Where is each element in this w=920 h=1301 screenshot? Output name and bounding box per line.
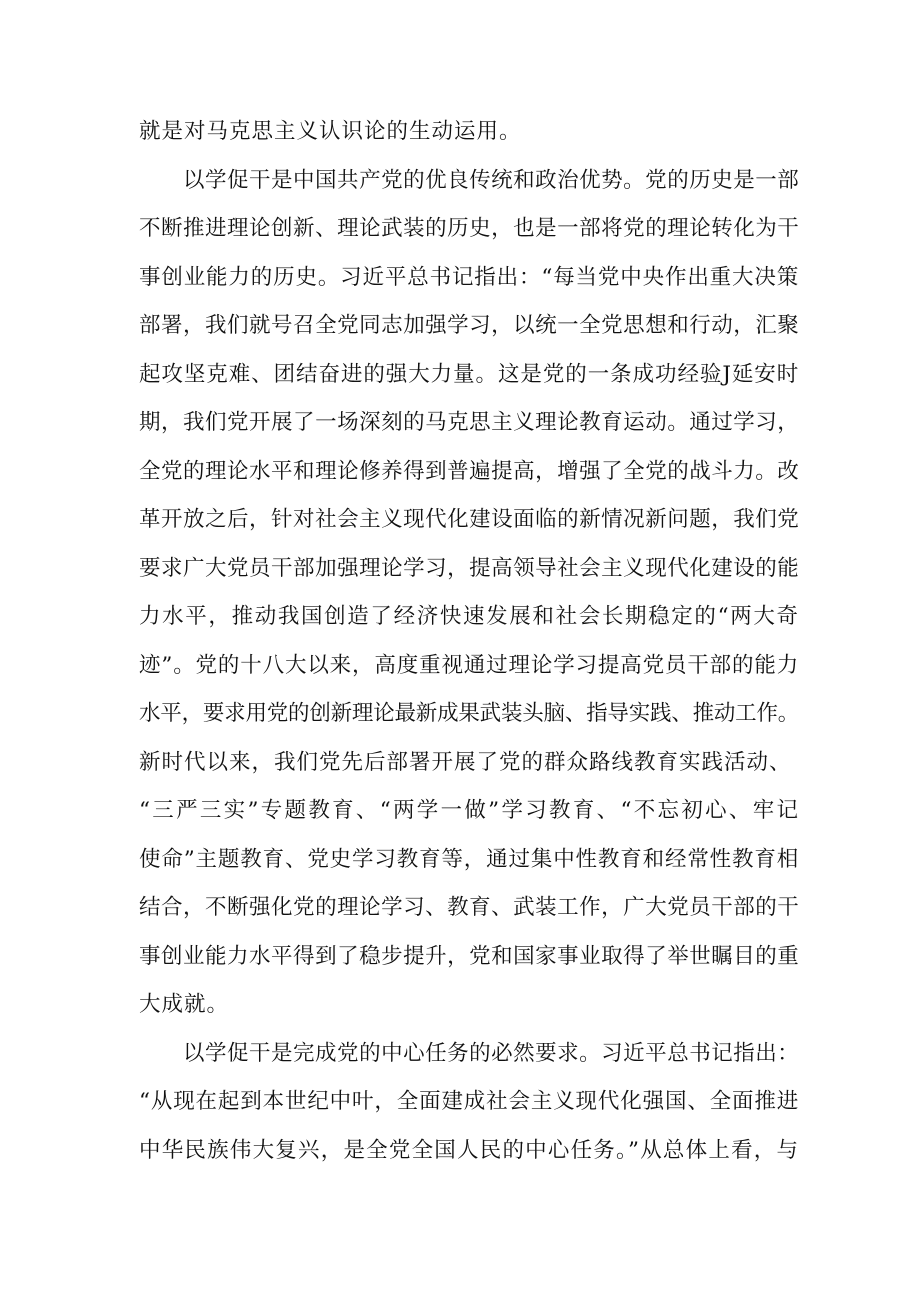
- text-line: 中华民族伟大复兴，是全党全国人民的中心任务。”从总体上看，与: [139, 1137, 799, 1163]
- text-line: 起攻坚克难、团结奋进的强大力量。这是党的一条成功经验J延安时: [139, 361, 799, 387]
- text-line: 部署，我们就号召全党同志加强学习，以统一全党思想和行动，汇聚: [139, 313, 799, 338]
- text-line: 革开放之后，针对社会主义现代化建设面临的新情况新问题，我们党: [139, 507, 799, 532]
- text-line: 以学促干是中国共产党的优良传统和政治优势。党的历史是一部: [183, 167, 799, 193]
- text-line: 事创业能力的历史。习近平总书记指出：“每当党中央作出重大决策: [139, 264, 799, 290]
- paragraph-3: [139, 1030, 799, 1176]
- paragraph-2: [139, 157, 799, 1030]
- text-line: 力水平，推动我国创造了经济快速发展和社会长期稳定的“两大奇: [139, 604, 799, 629]
- text-line: 全党的理论水平和理论修养得到普遍提高，增强了全党的战斗力。改: [139, 458, 799, 484]
- document-body: [139, 108, 799, 1175]
- text-line: 不断推进理论创新、理论武装的历史，也是一部将党的理论转化为干: [139, 216, 799, 241]
- text-line: 使命”主题教育、党史学习教育等，通过集中性教育和经常性教育相: [139, 846, 799, 872]
- text-line: 迹”。党的十八大以来，高度重视通过理论学习提高党员干部的能力: [139, 652, 799, 678]
- text-line: “三严三实”专题教育、“两学一做”学习教育、“不忘初心、牢记: [139, 798, 799, 823]
- text-line: 新时代以来，我们党先后部署开展了党的群众路线教育实践活动、: [139, 749, 792, 775]
- text-line: 结合，不断强化党的理论学习、教育、武装工作，广大党员干部的干: [139, 895, 799, 920]
- text-line: 水平，要求用党的创新理论最新成果武装头脑、指导实践、推动工作。: [139, 701, 799, 726]
- text-line: 期，我们党开展了一场深刻的马克思主义理论教育运动。通过学习，: [139, 410, 799, 435]
- text-line: 要求广大党员干部加强理论学习，提高领导社会主义现代化建设的能: [139, 555, 799, 581]
- text-line: 事创业能力水平得到了稳步提升，党和国家事业取得了举世瞩目的重: [139, 943, 799, 969]
- text-line: 就是对马克思主义认识论的生动运用。: [139, 119, 522, 144]
- text-line: 大成就。: [139, 992, 230, 1017]
- text-line: 以学促干是完成党的中心任务的必然要求。习近平总书记指出：: [183, 1040, 799, 1066]
- text-line: “从现在起到本世纪中叶，全面建成社会主义现代化强国、全面推进: [139, 1089, 799, 1114]
- paragraph-1: [139, 108, 799, 157]
